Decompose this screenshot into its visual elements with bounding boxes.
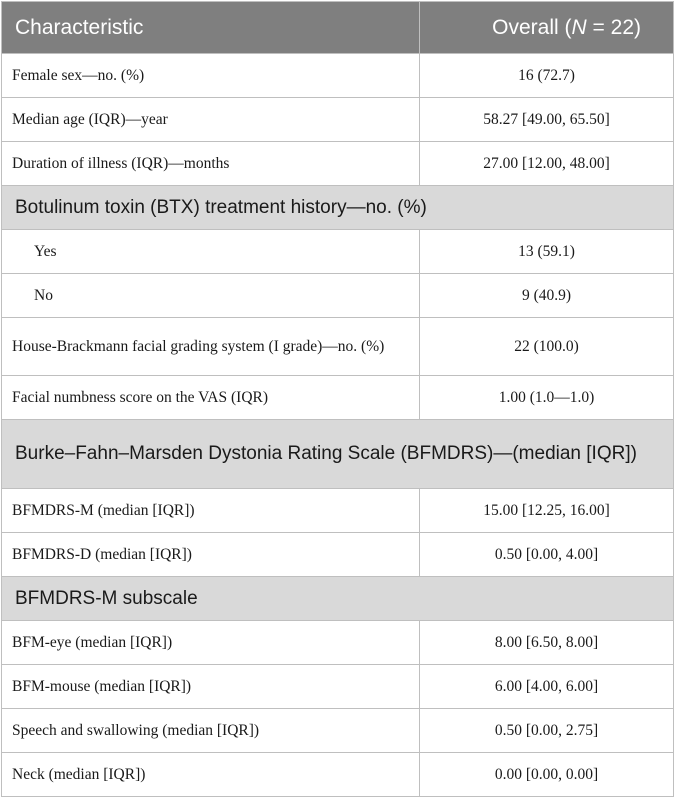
row-label: Neck (median [IQR]) (2, 753, 420, 797)
row-value: 0.00 [0.00, 0.00] (420, 753, 674, 797)
table-row (2, 274, 674, 318)
row-label: No (2, 274, 420, 318)
table-row (2, 753, 674, 797)
table-row (2, 98, 674, 142)
row-value: 0.50 [0.00, 2.75] (420, 709, 674, 753)
table-row (2, 665, 674, 709)
table-row (2, 54, 674, 98)
row-label: BFM-mouse (median [IQR]) (2, 665, 420, 709)
table-row (2, 621, 674, 665)
table-row (2, 489, 674, 533)
table-header-row (2, 2, 674, 54)
row-label: Facial numbness score on the VAS (IQR) (2, 376, 420, 420)
row-label: Female sex—no. (%) (2, 54, 420, 98)
row-label: BFM-eye (median [IQR]) (2, 621, 420, 665)
table-row (2, 533, 674, 577)
table-row (2, 142, 674, 186)
row-label: Yes (2, 230, 420, 274)
row-label: Median age (IQR)—year (2, 98, 420, 142)
row-label: BFMDRS-M (median [IQR]) (2, 489, 420, 533)
row-value: 6.00 [4.00, 6.00] (420, 665, 674, 709)
row-value: 16 (72.7) (420, 54, 674, 98)
row-label: Speech and swallowing (median [IQR]) (2, 709, 420, 753)
section-row-btx-history (2, 186, 674, 230)
section-title: BFMDRS-M subscale (2, 577, 674, 621)
row-value: 13 (59.1) (420, 230, 674, 274)
row-value: 27.00 [12.00, 48.00] (420, 142, 674, 186)
characteristics-table (1, 1, 674, 797)
table-row (2, 709, 674, 753)
row-value: 22 (100.0) (420, 318, 674, 376)
section-title: Burke–Fahn–Marsden Dystonia Rating Scale (BFMDRS)—(median [IQR]) (2, 420, 674, 489)
row-value: 58.27 [49.00, 65.50] (420, 98, 674, 142)
section-title: Botulinum toxin (BTX) treatment history—no. (%) (2, 186, 674, 230)
row-value: 9 (40.9) (420, 274, 674, 318)
row-value: 1.00 (1.0—1.0) (420, 376, 674, 420)
row-label: House-Brackmann facial grading system (I grade)—no. (%) (2, 318, 420, 376)
table-row (2, 318, 674, 376)
row-value: 8.00 [6.50, 8.00] (420, 621, 674, 665)
row-value: 15.00 [12.25, 16.00] (420, 489, 674, 533)
section-row-bfmdrs (2, 420, 674, 489)
row-label: BFMDRS-D (median [IQR]) (2, 533, 420, 577)
header-characteristic: Characteristic (2, 2, 420, 54)
header-overall: Overall (N = 22) (420, 2, 674, 54)
table-row (2, 376, 674, 420)
row-value: 0.50 [0.00, 4.00] (420, 533, 674, 577)
section-row-bfmdrs-m-subscale (2, 577, 674, 621)
row-label: Duration of illness (IQR)—months (2, 142, 420, 186)
table-row (2, 230, 674, 274)
